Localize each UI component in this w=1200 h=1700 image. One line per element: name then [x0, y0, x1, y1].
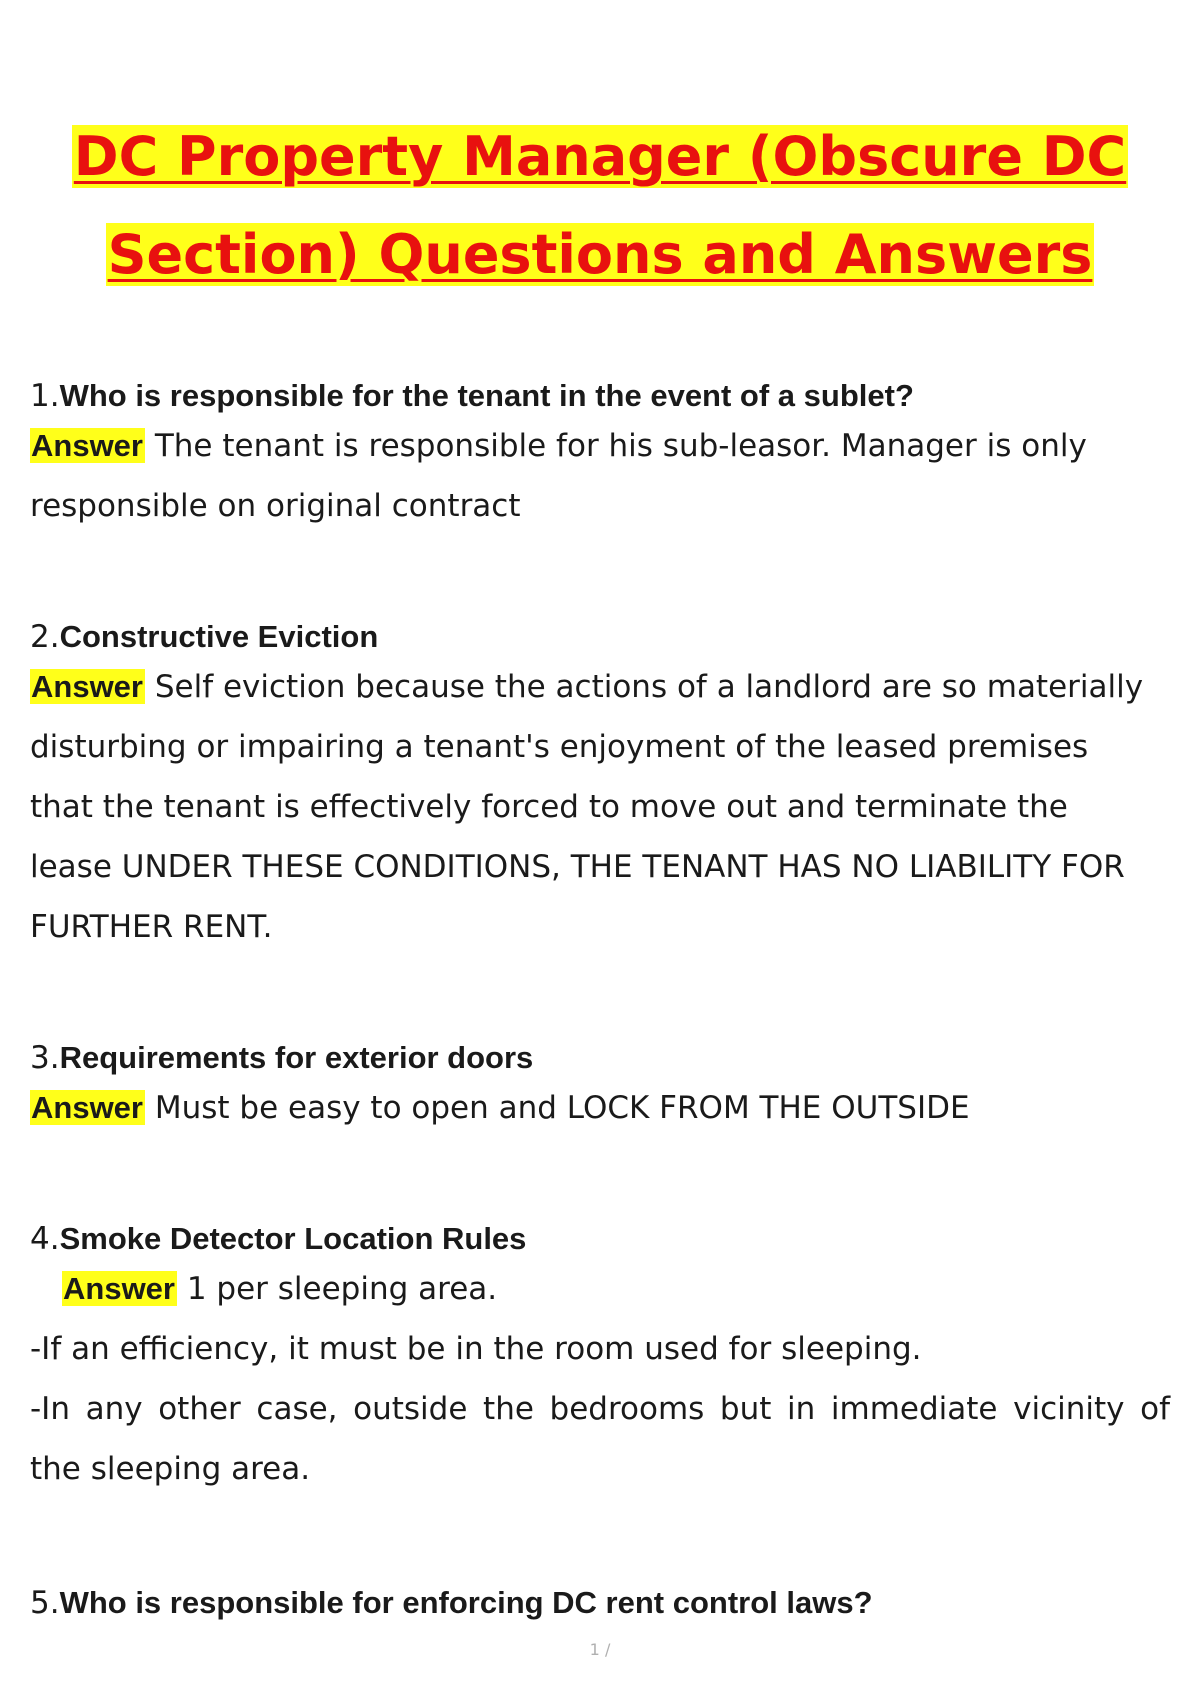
answer-text: Must be easy to open and LOCK FROM THE OUTSIDE: [154, 1090, 970, 1126]
question-1: [30, 376, 1170, 416]
question-text: Requirements for exterior doors: [59, 1040, 534, 1075]
page-number: 1 /: [589, 1640, 611, 1659]
question-2: [30, 617, 1170, 657]
question-number: 3.: [30, 1040, 60, 1076]
answer-2: [30, 657, 1170, 957]
question-3: [30, 1038, 1170, 1078]
answer-4: [30, 1259, 1170, 1499]
answer-text: -In any other case, outside the bedrooms but in immediate vicinity of: [30, 1391, 1170, 1427]
answer-text: Self eviction because the actions of a landlord are so materially: [154, 669, 1144, 705]
question-text: Who is responsible for the tenant in the event of a sublet?: [59, 378, 914, 413]
answer-text: FURTHER RENT.: [30, 909, 273, 945]
question-4: [30, 1219, 1170, 1259]
question-number: 2.: [30, 619, 60, 655]
title-line-1: DC Property Manager (Obscure DC: [73, 125, 1127, 188]
answer-text: The tenant is responsible for his sub-leasor. Manager is only: [154, 428, 1087, 464]
qa-item-4: [30, 1219, 1170, 1499]
question-number: 1.: [30, 378, 60, 414]
answer-text: that the tenant is effectively forced to move out and terminate the: [30, 789, 1068, 825]
qa-item-2: [30, 617, 1170, 957]
answer-label: Answer: [31, 669, 143, 704]
document-title: [0, 108, 1200, 304]
question-text: Constructive Eviction: [59, 619, 379, 654]
answer-3: [30, 1078, 1170, 1138]
answer-text: -If an efficiency, it must be in the room used for sleeping.: [30, 1331, 922, 1367]
answer-text: responsible on original contract: [30, 488, 521, 524]
question-text: Smoke Detector Location Rules: [59, 1221, 527, 1256]
answer-1: [30, 416, 1170, 536]
answer-label: Answer: [31, 428, 143, 463]
answer-text: the sleeping area.: [30, 1451, 311, 1487]
qa-item-1: [30, 376, 1170, 536]
title-line-2: Section) Questions and Answers: [107, 223, 1093, 286]
answer-text: disturbing or impairing a tenant's enjoyment of the leased premises: [30, 729, 1089, 765]
question-number: 4.: [30, 1221, 60, 1257]
answer-label: Answer: [63, 1271, 175, 1306]
question-5: [30, 1583, 1170, 1623]
qa-item-3: [30, 1038, 1170, 1138]
answer-label: Answer: [31, 1090, 143, 1125]
question-text: Who is responsible for enforcing DC rent control laws?: [59, 1585, 873, 1620]
answer-text: lease UNDER THESE CONDITIONS, THE TENANT HAS NO LIABILITY FOR: [30, 849, 1125, 885]
qa-item-5: [30, 1583, 1170, 1623]
answer-text: 1 per sleeping area.: [186, 1271, 498, 1307]
question-number: 5.: [30, 1585, 60, 1621]
